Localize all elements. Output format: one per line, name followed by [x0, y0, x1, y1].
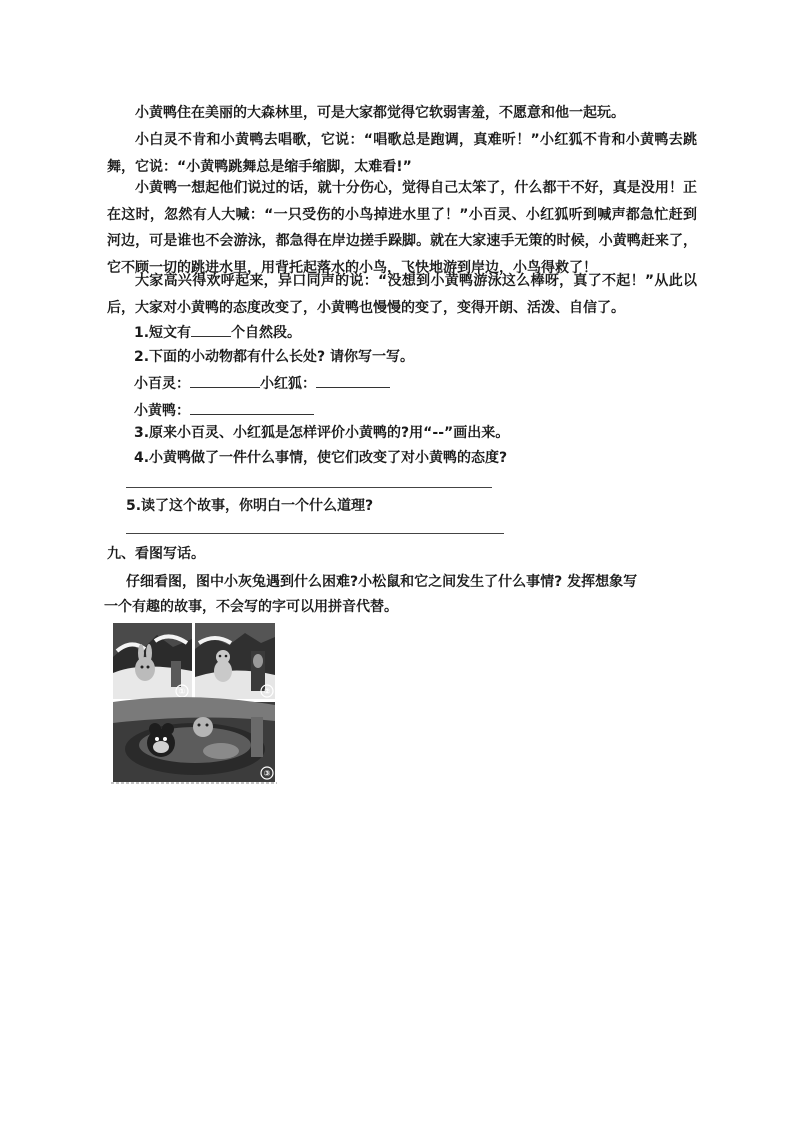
question-1: [134, 322, 301, 342]
answer-blank-duck[interactable]: [190, 414, 314, 415]
section-9-instruction-2-text: 一个有趣的故事，不会写的字可以用拼音代替。: [104, 599, 398, 615]
question-1-suffix: 个自然段。: [231, 325, 302, 341]
question-2: [134, 346, 414, 366]
question-4: [134, 447, 507, 467]
story-paragraph-3: 小黄鸭一想起他们说过的话，就十分伤心，觉得自己太笨了，什么都干不好，真是没用！正在这时，忽然有人大喊：“一只受伤的小鸟掉进水里了！”小百灵、小红狐听到喊声都急忙赶到河边，可是谁也不会游泳，都急得在岸边搓手跺脚。就在大家速手无策的时候，小黄鸭赶来了，它不顾一切的跳进水里，用背托起落水的小鸟，飞快地游到岸边，小鸟得救了！: [107, 180, 697, 276]
section-9-heading-text: 九、看图写话。: [107, 546, 205, 562]
question-5-text: 5.读了这个故事，你明白一个什么道理?: [126, 498, 374, 514]
comic-panel-2: [195, 623, 275, 699]
comic-panel-3: [113, 697, 275, 782]
label-duck: 小黄鸭：: [134, 403, 190, 419]
question-3-text: 3.原来小百灵、小红狐是怎样评价小黄鸭的?用“--”画出来。: [134, 425, 510, 441]
section-9-instruction-2: [104, 596, 398, 616]
question-2-row-2: [134, 400, 314, 420]
comic-picture-svg: [111, 621, 277, 784]
story-paragraph-2: 小白灵不肯和小黄鸭去唱歌，它说：“唱歌总是跑调，真难听！”小红狐不肯和小黄鸭去跳舞，它说：“小黄鸭跳舞总是缩手缩脚，太难看!”: [107, 132, 697, 175]
answer-blank-bailing[interactable]: [190, 387, 260, 388]
answer-line-q5[interactable]: [126, 533, 504, 534]
question-5: [126, 495, 373, 515]
section-9-instruction-1-text: 仔细看图，图中小灰兔遇到什么困难?小松鼠和它之间发生了什么事情? 发挥想象写: [126, 574, 638, 590]
section-9-instruction-1: [126, 571, 637, 591]
comic-picture: [111, 621, 277, 784]
section-9-heading: [107, 543, 205, 563]
question-3: [134, 422, 509, 442]
answer-blank-q1[interactable]: [191, 336, 231, 337]
story-paragraph-4: 大家高兴得欢呼起来，异口同声的说：“没想到小黄鸭游泳这么棒呀，真了不起！”从此以后，大家对小黄鸭的态度改变了，小黄鸭也慢慢的变了，变得开朗、活泼、自信了。: [107, 273, 697, 316]
question-4-text: 4.小黄鸭做了一件什么事情，使它们改变了对小黄鸭的态度?: [134, 450, 508, 466]
story-paragraph-1: 小黄鸭住在美丽的大森林里，可是大家都觉得它软弱害羞，不愿意和他一起玩。: [135, 105, 625, 121]
panel-number-3: ③: [263, 769, 271, 778]
label-honghu: 小红狐：: [260, 376, 316, 392]
panel-number-2: ②: [263, 687, 271, 696]
comic-panel-1: [113, 623, 192, 699]
label-bailing: 小百灵：: [134, 376, 190, 392]
panel-number-1: ①: [178, 687, 186, 696]
question-1-text: 1.短文有: [134, 325, 192, 341]
answer-line-q4[interactable]: [126, 487, 492, 488]
question-2-row-1: [134, 373, 390, 393]
question-2-text: 2.下面的小动物都有什么长处? 请你写一写。: [134, 349, 415, 365]
answer-blank-honghu[interactable]: [316, 387, 390, 388]
